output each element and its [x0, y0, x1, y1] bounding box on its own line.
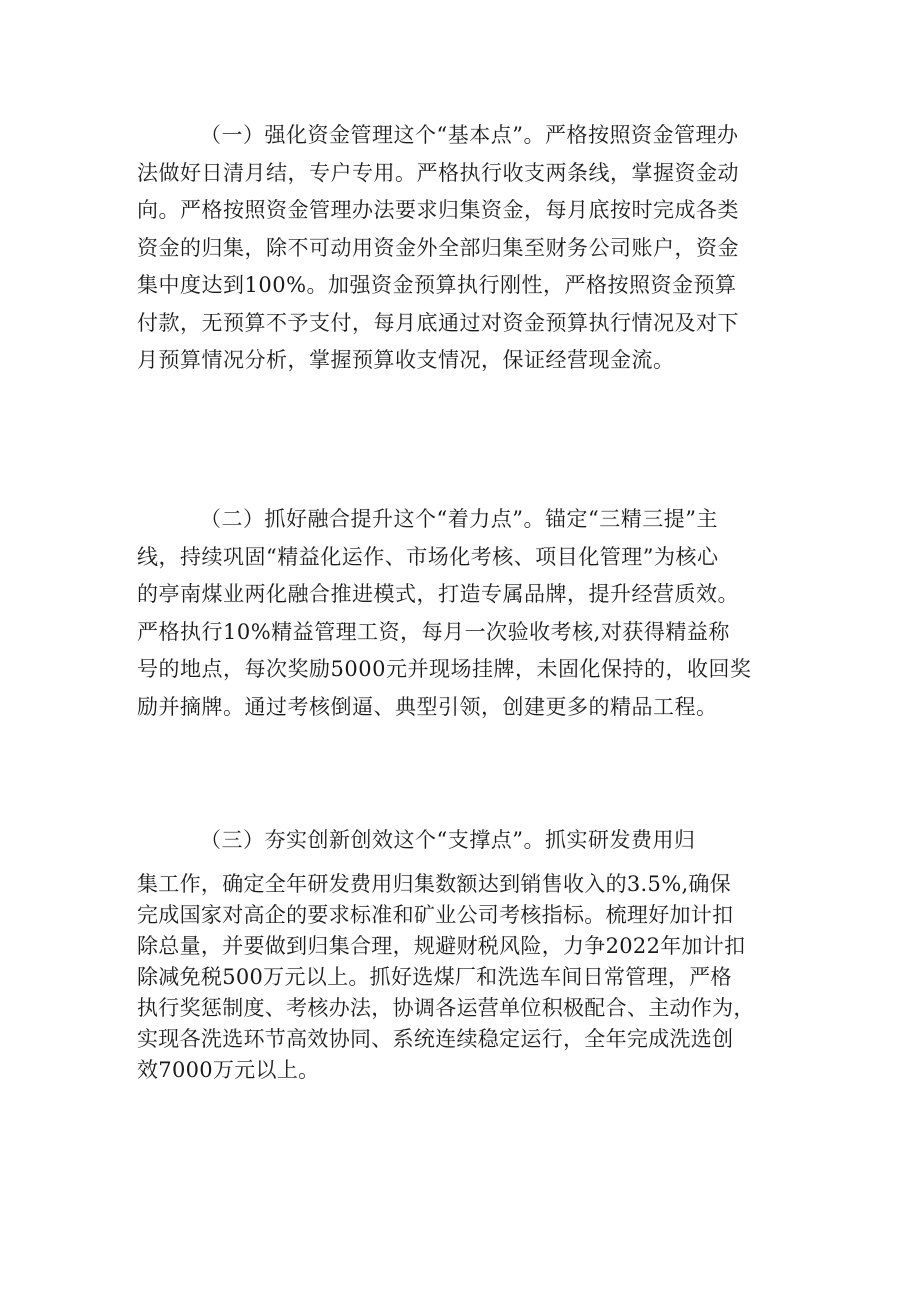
paragraph-integration [137, 501, 793, 726]
text-line: 的亭南煤业两化融合推进模式，打造专属品牌，提升经营质效。 [137, 582, 739, 606]
text-line: 励并摘牌。通过考核倒逼、典型引领，创建更多的精品工程。 [137, 694, 718, 719]
text-line: 集中度达到100%。加强资金预算执行刚性，严格按照资金预算 [137, 273, 737, 297]
text-line: （一）强化资金管理这个“基本点”。严格按照资金管理办 [200, 123, 739, 147]
text-line: 执行奖惩制度、考核办法，协调各运营单位积极配合、主动作为， [137, 996, 755, 1020]
text-line: 集工作，确定全年研发费用归集数额达到销售收入的3.5%,确保 [137, 872, 732, 896]
text-line: （三）夯实创新创效这个“支撑点”。抓实研发费用归 [200, 828, 696, 852]
text-line: 完成国家对高企的要求标准和矿业公司考核指标。梳理好加计扣 [137, 903, 734, 927]
text-line: 线，持续巩固“精益化运作、市场化考核、项目化管理”为核心 [137, 544, 719, 569]
text-line: 资金的归集，除不可动用资金外全部归集至财务公司账户，资金 [137, 235, 739, 260]
text-line: 严格执行10%精益管理工资，每月一次验收考核,对获得精益称 [137, 619, 730, 644]
text-line: 号的地点，每次奖励5000元并现场挂牌，未固化保持的，收回奖 [137, 657, 752, 681]
text-line: 除总量，并要做到归集合理，规避财税风险，力争2022年加计扣 [137, 934, 746, 958]
text-line: 除减免税500万元以上。抓好选煤厂和洗选车间日常管理，严格 [137, 965, 732, 989]
text-line: 法做好日清月结，专户专用。严格执行收支两条线，掌握资金动 [137, 160, 739, 185]
text-line: 付款，无预算不予支付，每月底通过对资金预算执行情况及对下 [137, 310, 739, 335]
text-line: 实现各洗选环节高效协同、系统连续稳定运行，全年完成洗选创 [137, 1027, 734, 1051]
paragraph-innovation-heading [137, 822, 793, 860]
paragraph-innovation-body [137, 869, 793, 1086]
text-line: 效7000万元以上。 [137, 1058, 320, 1082]
text-line: 月预算情况分析，掌握预算收支情况，保证经营现金流。 [137, 348, 675, 372]
text-line: （二）抓好融合提升这个“着力点”。锚定“三精三提”主 [200, 507, 718, 531]
paragraph-fund-management [137, 117, 793, 380]
text-line: 向。严格按照资金管理办法要求归集资金，每月底按时完成各类 [137, 198, 739, 222]
